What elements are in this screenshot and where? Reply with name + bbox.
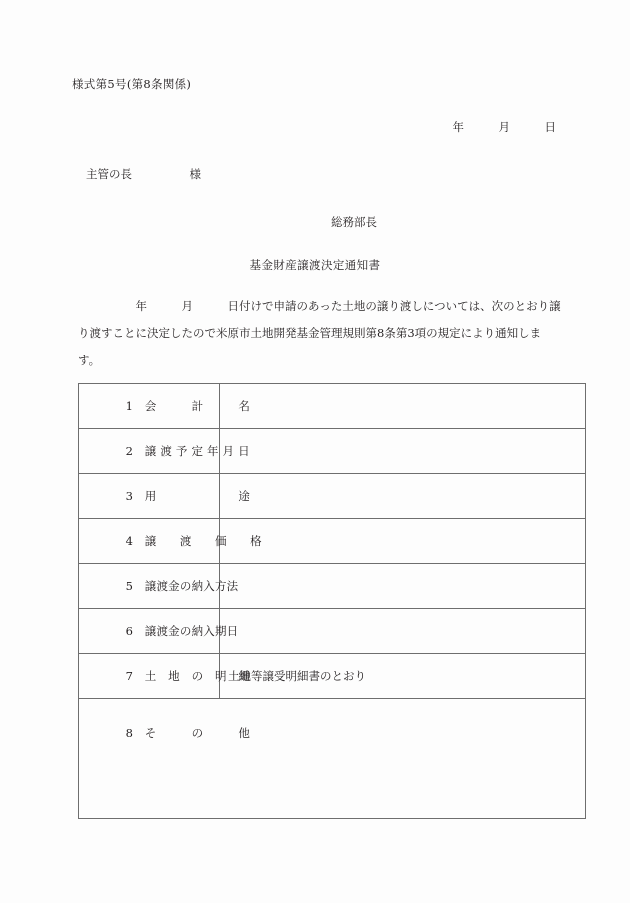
table-row — [79, 384, 586, 429]
table-row-label — [79, 519, 262, 564]
table-row — [79, 429, 586, 474]
value-text: 土地等譲受明細書のとおり — [228, 669, 366, 683]
table-row — [79, 609, 586, 654]
body-paragraph — [78, 293, 561, 374]
table-row-label[interactable] — [79, 699, 586, 819]
table-row-value[interactable] — [220, 519, 586, 564]
label-text: 7 土 地 の 明 細 — [125, 669, 251, 683]
table-row-label — [79, 654, 251, 699]
table-row — [79, 564, 586, 609]
table-row-value[interactable] — [220, 474, 586, 519]
table-row — [79, 474, 586, 519]
notification-details-table — [78, 383, 586, 819]
label-text: 6 譲渡金の納入期日 — [125, 624, 239, 638]
body-line: す。 — [78, 353, 101, 367]
form-number: 様式第5号(第8条関係) — [72, 77, 192, 91]
table-row-value[interactable] — [220, 384, 586, 429]
table-row — [79, 699, 586, 819]
document-title: 基金財産譲渡決定通知書 — [249, 258, 381, 272]
sender-line: 総務部長 — [331, 215, 377, 229]
label-text: 2 譲 渡 予 定 年 月 日 — [125, 444, 250, 458]
label-text: 4 譲 渡 価 格 — [125, 534, 262, 548]
table-row-value[interactable] — [220, 564, 586, 609]
table-row — [79, 519, 586, 564]
addressee-line: 主管の長 様 — [86, 167, 201, 181]
table-row-value[interactable] — [220, 429, 586, 474]
body-line: 年 月 日付けで申請のあった土地の譲り渡しについては、次のとおり譲 — [78, 299, 561, 313]
table-row-label — [79, 609, 239, 654]
date-line: 年 月 日 — [452, 120, 556, 134]
table-row-label — [79, 429, 250, 474]
table-row-value[interactable] — [220, 654, 586, 699]
label-text: 5 譲渡金の納入方法 — [125, 579, 239, 593]
table-row-label — [79, 474, 251, 519]
table-row-label — [79, 384, 251, 429]
table-row-value[interactable] — [220, 609, 586, 654]
table-row — [79, 654, 586, 699]
label-text: 3 用 途 — [125, 489, 251, 503]
table-row-label — [79, 564, 239, 609]
body-line: り渡すことに決定したので米原市土地開発基金管理規則第8条第3項の規定により通知しま — [78, 326, 542, 340]
label-text: 1 会 計 名 — [125, 399, 251, 413]
label-text: 8 そ の 他 — [125, 726, 251, 740]
